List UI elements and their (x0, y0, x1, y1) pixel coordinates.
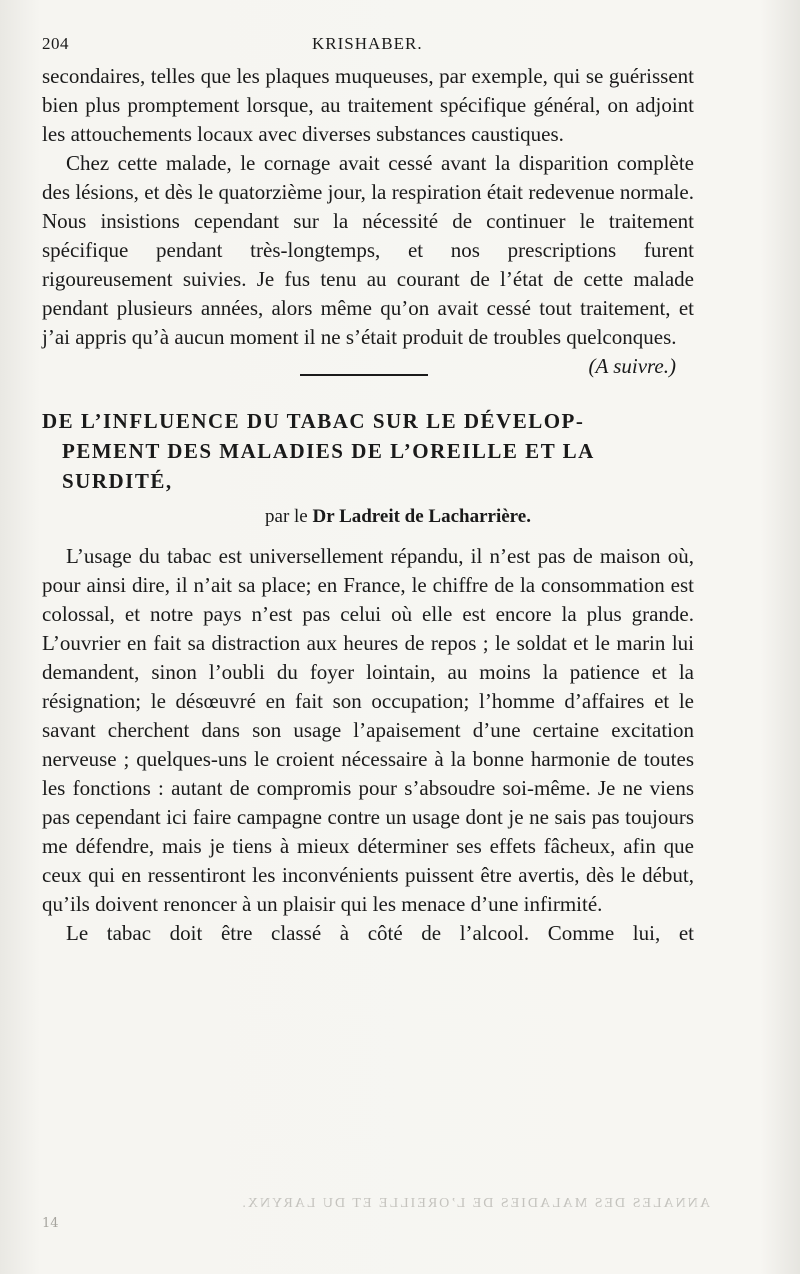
byline-author: Ladreit de Lacharrière. (339, 506, 531, 527)
byline-title: Dr (312, 506, 335, 527)
running-head-title: KRISHABER. (312, 34, 423, 53)
page-number: 204 (42, 34, 69, 53)
paragraph-continued: secondaires, telles que les plaques muqueuses, par exemple, qui se guérissent bien plus promptement lorsque, au traitement spécifique général, on adjoint les attouchements locaux avec diverses substances caustiques. (42, 64, 694, 146)
bleed-through-text: ANNALES DES MALADIES DE L’OREILLE ET DU LARYNX. (240, 1196, 710, 1211)
paragraph-tobacco-usage: L’usage du tabac est universellement répandu, il n’est pas de maison où, pour ainsi dire, il n’ait sa place; en France, le chiffre de la consommation est colossal, et notre pays n’est pas celui où elle est encore la plus grande. L’ouvrier en fait sa distraction aux heures de repos ; le soldat et le marin lui demandent, sinon l’oubli du foyer lointain, au moins la patience et la résignation; le désœuvré en fait son occupation; l’homme d’affaires et le savant cherchent dans son usage l’apaisement d’une certaine excitation nerveuse ; quelques-uns le croient nécessaire à la bonne harmonie de toutes les fonctions : autant de compromis pour s’absoudre soi-même. Je ne viens pas cependant ici faire campagne contre un usage dont je ne sais pas toujours me défendre, mais je tiens à mieux déterminer ses effets fâcheux, afin que ceux qui en ressentiront les inconvénients puissent être avertis, dès le début, qu’ils doivent renoncer à un plaisir qui les menace d’une infirmité. (42, 544, 694, 916)
signature-mark: 14 (42, 1216, 59, 1231)
article-byline (42, 502, 694, 532)
article-title-line: PEMENT DES MALADIES DE L’OREILLE ET LA (62, 439, 595, 463)
paragraph-tobacco-alcohol: Le tabac doit être classé à côté de l’alcool. Comme lui, et (66, 921, 694, 945)
byline-author-block (313, 506, 531, 527)
article-title (42, 406, 694, 496)
page-content (42, 28, 694, 948)
paragraph-case-outcome (42, 149, 694, 378)
article-title-line: DE L’INFLUENCE DU TABAC SUR LE DÉVELOP- (42, 409, 585, 433)
to-be-continued-note: (A suivre.) (588, 354, 676, 378)
section-divider (42, 352, 694, 398)
article-title-line: SURDITÉ, (62, 469, 173, 493)
byline-prefix: par le (265, 506, 308, 527)
paragraph-case-outcome-text: Chez cette malade, le cornage avait cessé avant la disparition complète des lésions, et dès le quatorzième jour, la respiration était redevenue normale. Nous insistions cependant sur la nécessité de continuer le traitement spécifique pendant très-longtemps, et nos prescriptions furent rigoureusement suivies. Je fus tenu au courant de l’état de cette malade pendant plusieurs années, alors même qu’on avait cessé tout traitement, et j’ai appris qu’à aucun moment il ne s’était produit de troubles quelconques. (42, 151, 694, 349)
running-head (42, 28, 694, 62)
horizontal-rule (300, 374, 428, 376)
